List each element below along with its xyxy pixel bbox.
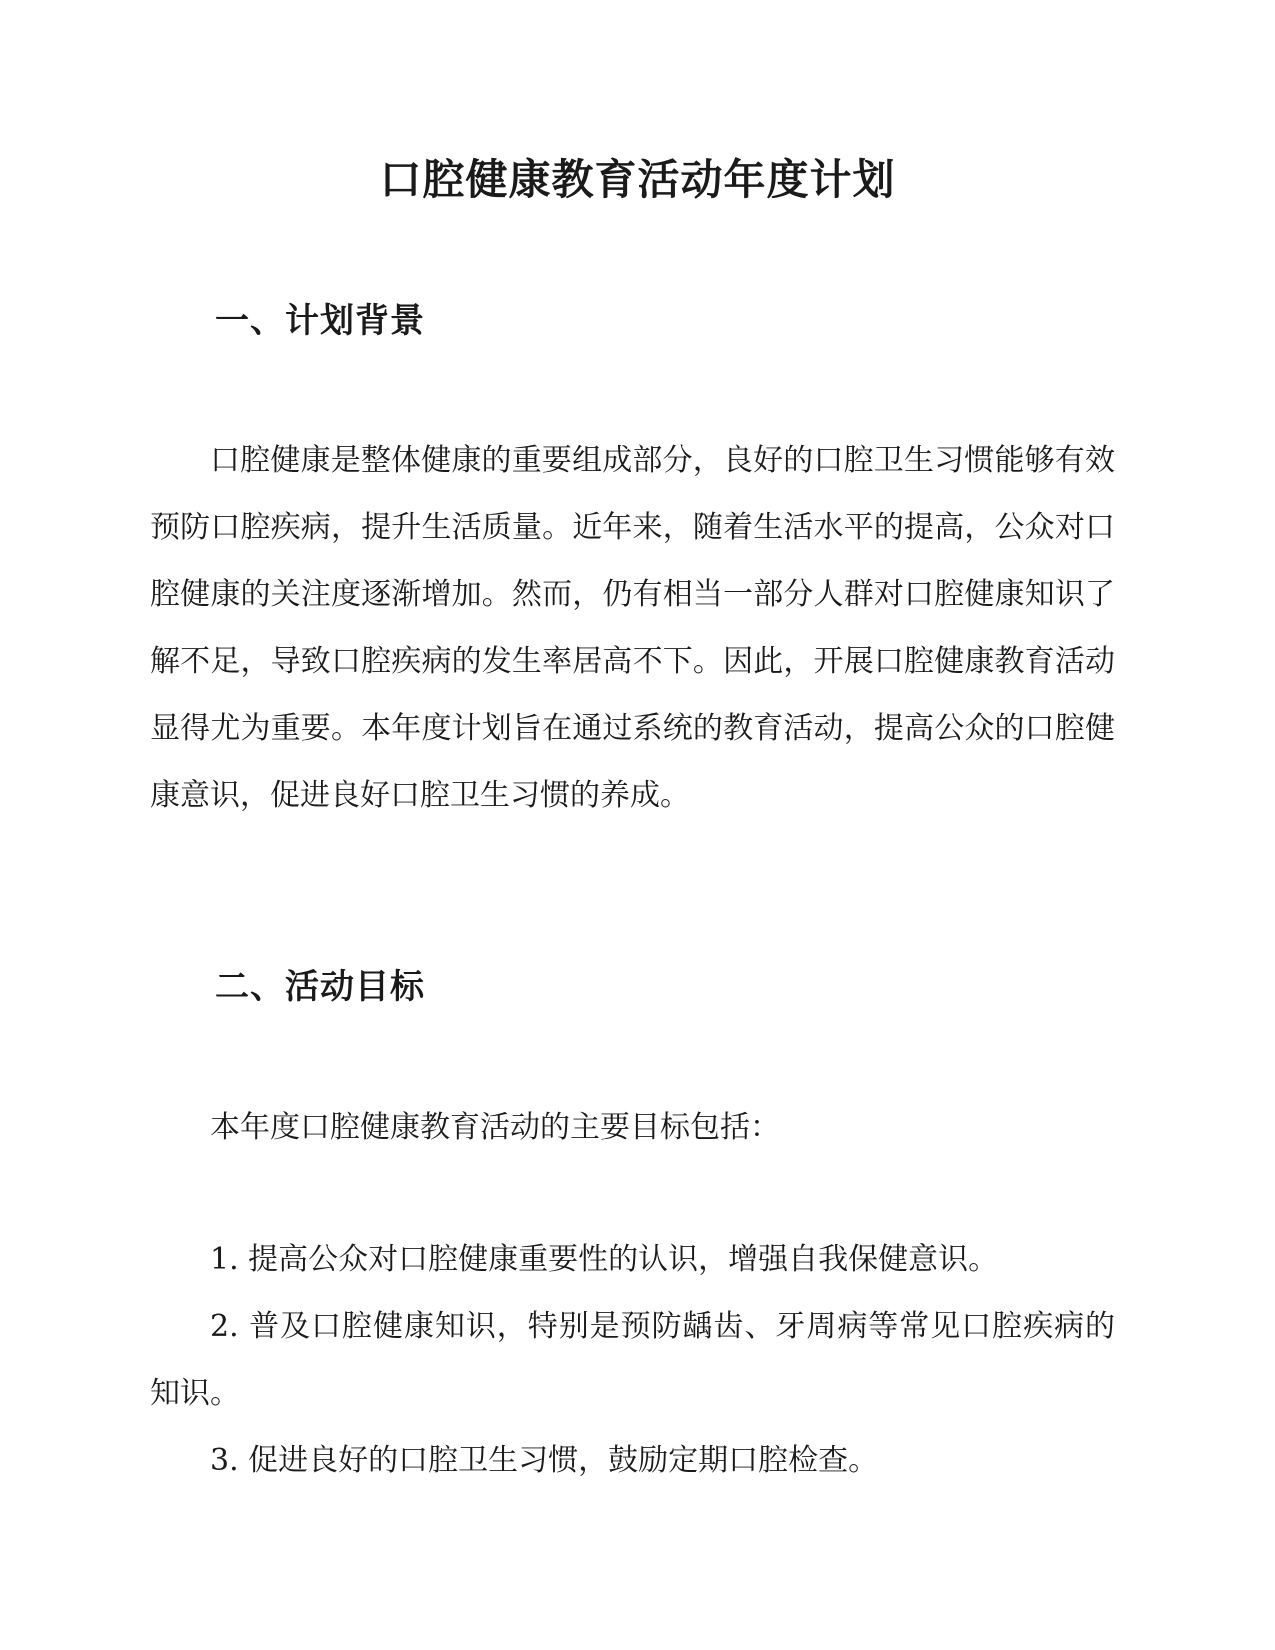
background-paragraph: 口腔健康是整体健康的重要组成部分，良好的口腔卫生习惯能够有效预防口腔疾病，提升生活质量。近年来，随着生活水平的提高，公众对口腔健康的关注度逐渐增加。然而，仍有相当一部分人群对口腔健康知识了解不足，导致口腔疾病的发生率居高不下。因此，开展口腔健康教育活动显得尤为重要。本年度计划旨在通过系统的教育活动，提高公众的口腔健康意识，促进良好口腔卫生习惯的养成。 <box>150 443 1115 813</box>
list-item: 1. 提高公众对口腔健康重要性的认识，增强自我保健意识。 <box>210 1242 999 1277</box>
goals-intro-paragraph: 本年度口腔健康教育活动的主要目标包括： <box>210 1110 780 1145</box>
list-item: 3. 促进良好的口腔卫生习惯，鼓励定期口腔检查。 <box>210 1443 879 1478</box>
goals-list <box>150 1226 1115 1494</box>
section-heading-goals: 二、活动目标 <box>215 967 425 1007</box>
document-title: 口腔健康教育活动年度计划 <box>379 155 896 204</box>
section-heading-background: 一、计划背景 <box>215 301 425 341</box>
list-item: 2. 普及口腔健康知识，特别是预防龋齿、牙周病等常见口腔疾病的知识。 <box>150 1309 1115 1411</box>
